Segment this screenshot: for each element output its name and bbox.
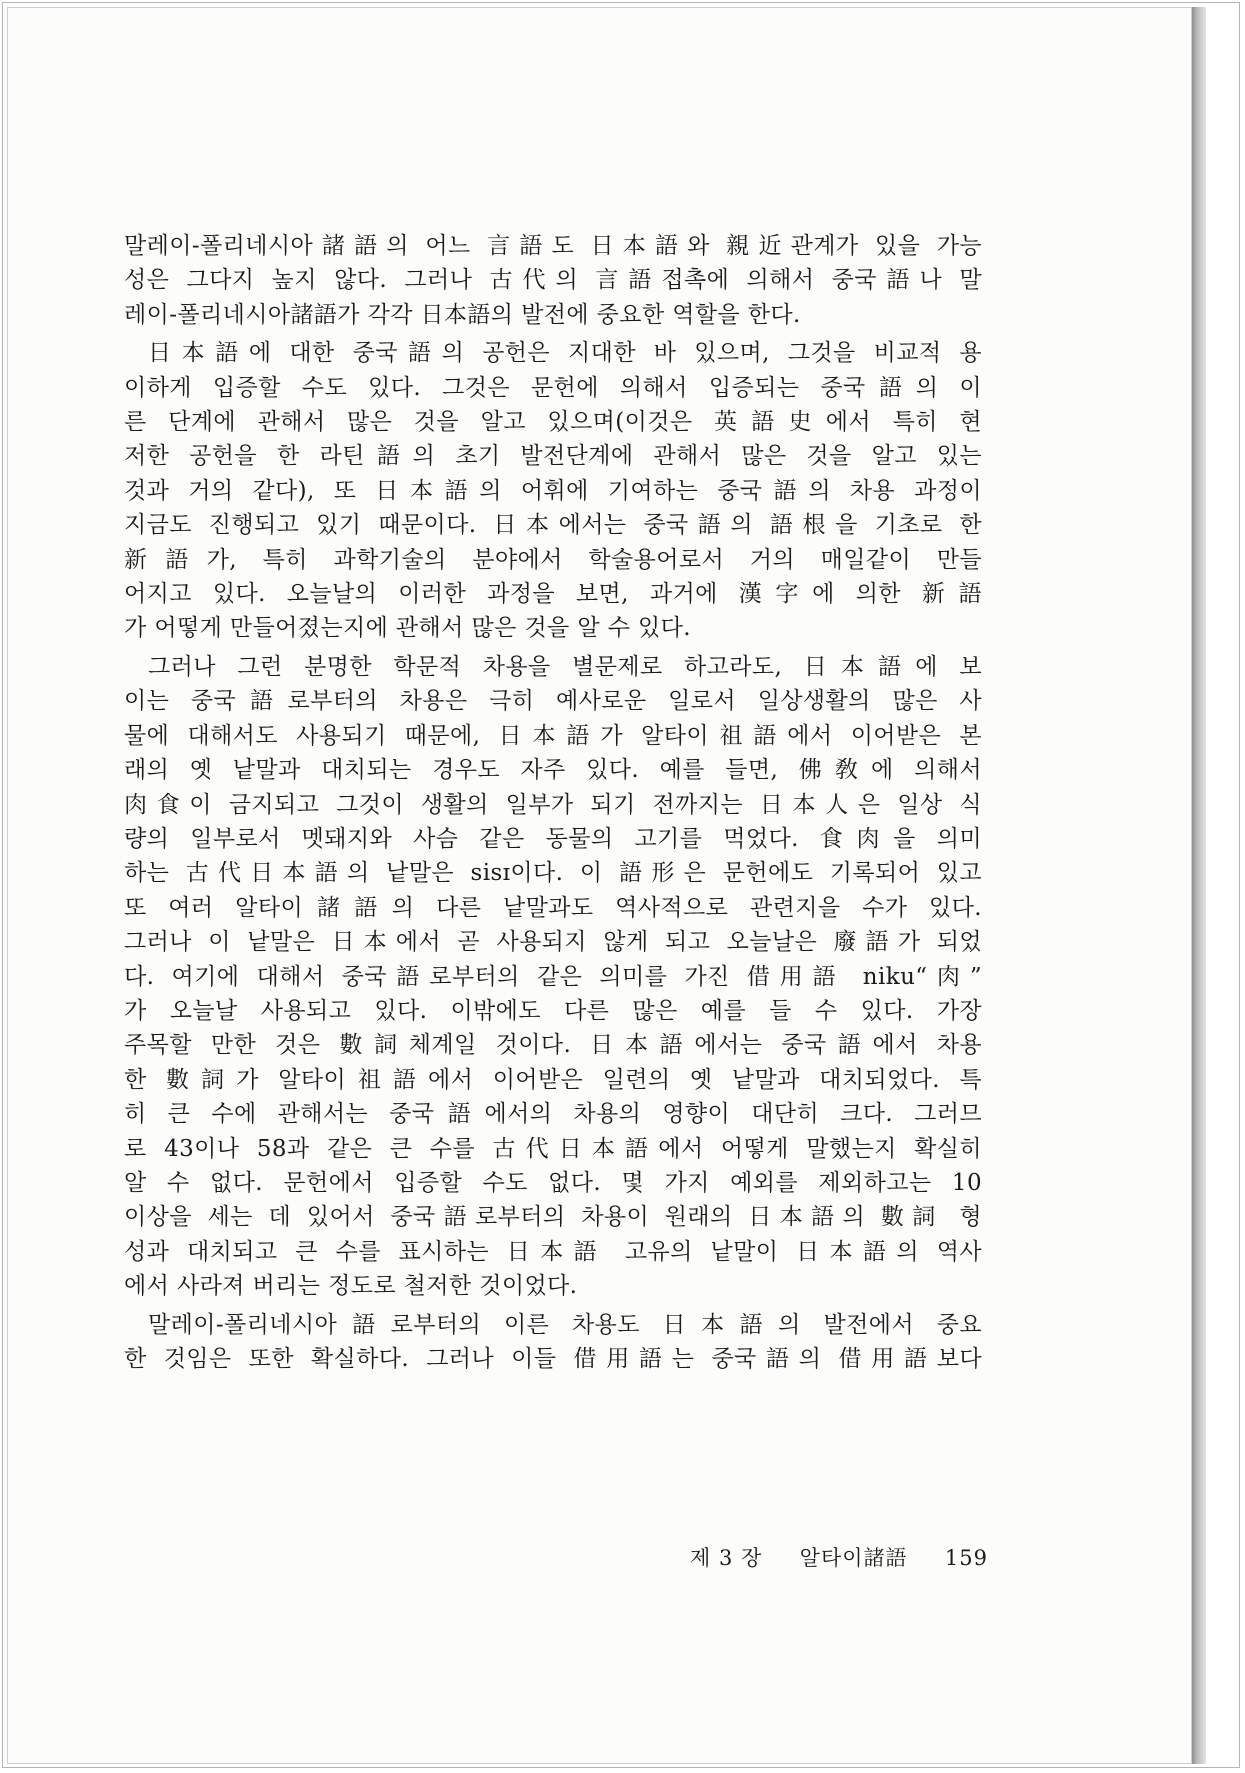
body-text [124,229,982,1376]
text-line: 히 큰 수에 관해서는 중국語에서의 차용의 영향이 대단히 크다. 그러므 [124,1101,982,1128]
text-line: 량의 일부로서 멧돼지와 사슴 같은 동물의 고기를 먹었다. 食肉을 의미 [124,825,982,852]
footer-title: 알타이諸語 [799,1546,908,1570]
text-line: 한 것임은 또한 확실하다. 그러나 이들 借用語는 중국語의 借用語보다 [124,1346,982,1372]
text-line: 이는 중국語로부터의 차용은 극히 예사로운 일로서 일상생활의 많은 사 [124,688,982,715]
text-line: 그러나 이 낱말은 日本에서 곧 사용되지 않게 되고 오늘날은 廢語가 되었 [124,929,982,956]
page-number: 159 [944,1546,988,1570]
text-line: 물에 대해서도 사용되기 때문에, 日本語가 알타이祖語에서 이어받은 본 [124,722,982,749]
text-line: 래의 옛 낱말과 대치되는 경우도 자주 있다. 예를 들면, 佛敎에 의해서 [124,757,982,784]
text-line: 로 43이나 58과 같은 큰 수를 古代日本語에서 어떻게 말했는지 확실히 [124,1135,982,1162]
footer-chapter: 제 3 장 [690,1546,763,1570]
text-line: 지금도 진행되고 있기 때문이다. 日本에서는 중국語의 語根을 기초로 한 [124,512,982,539]
text-line: 이상을 세는 데 있어서 중국語로부터의 차용이 원래의 日本語의 數詞 형 [124,1204,982,1231]
text-line: 저한 공헌을 한 라틴語의 초기 발전단계에 관해서 많은 것을 알고 있는 [124,443,982,470]
text-line: 또 여러 알타이諸語의 다른 낱말과도 역사적으로 관련지을 수가 있다. [124,894,982,921]
text-line: 레이-폴리네시아諸語가 각각 日本語의 발전에 중요한 역할을 한다. [124,301,801,328]
text-line: 다. 여기에 대해서 중국語로부터의 같은 의미를 가진 借用語 niku“肉” [124,963,982,990]
text-line: 성과 대치되고 큰 수를 표시하는 日本語 고유의 낱말이 日本語의 역사 [124,1238,982,1265]
text-line: 알 수 없다. 문헌에서 입증할 수도 없다. 몇 가지 예외를 제외하고는 10 [124,1169,982,1196]
text-line: 이하게 입증할 수도 있다. 그것은 문헌에 의해서 입증되는 중국語의 이 [124,374,982,401]
text-line: 가 오늘날 사용되고 있다. 이밖에도 다른 많은 예를 들 수 있다. 가장 [124,997,982,1024]
text-line: 하는 古代日本語의 낱말은 sisɪ이다. 이 語形은 문헌에도 기록되어 있고 [124,860,982,887]
text-line: 주목할 만한 것은 數詞체계일 것이다. 日本語에서는 중국語에서 차용 [124,1032,982,1059]
text-line: 른 단계에 관해서 많은 것을 알고 있으며(이것은 英語史에서 특히 현 [124,409,982,436]
text-line: 말레이-폴리네시아語로부터의 이른 차용도 日本語의 발전에서 중요 [148,1311,982,1338]
text-line: 말레이-폴리네시아諸語의 어느 言語도 日本語와 親近관계가 있을 가능 [124,233,982,259]
text-line: 성은 그다지 높지 않다. 그러나 古代의 言語접촉에 의해서 중국語나 말 [124,267,982,294]
text-line: 가 어떻게 만들어졌는지에 관해서 많은 것을 알 수 있다. [124,615,691,642]
text-line: 에서 사라져 버리는 정도로 철저한 것이었다. [124,1273,578,1300]
page-edge-shadow [1192,7,1206,1764]
text-line: 日本語에 대한 중국語의 공헌은 지대한 바 있으며, 그것을 비교적 용 [148,340,982,367]
text-line: 그러나 그런 분명한 학문적 차용을 별문제로 하고라도, 日本語에 보 [148,653,982,680]
text-line: 新語가, 특히 과학기술의 분야에서 학술용어로서 거의 매일같이 만들 [124,546,982,573]
text-line: 한 數詞가 알타이祖語에서 이어받은 일련의 옛 낱말과 대치되었다. 특 [124,1066,982,1093]
running-footer [690,1543,988,1573]
text-line: 것과 거의 같다), 또 日本語의 어휘에 기여하는 중국語의 차용 과정이 [124,477,982,504]
text-line: 肉食이 금지되고 그것이 생활의 일부가 되기 전까지는 日本人은 일상 식 [124,791,982,818]
text-line: 어지고 있다. 오늘날의 이러한 과정을 보면, 과거에 漢字에 의한 新語 [124,581,982,608]
